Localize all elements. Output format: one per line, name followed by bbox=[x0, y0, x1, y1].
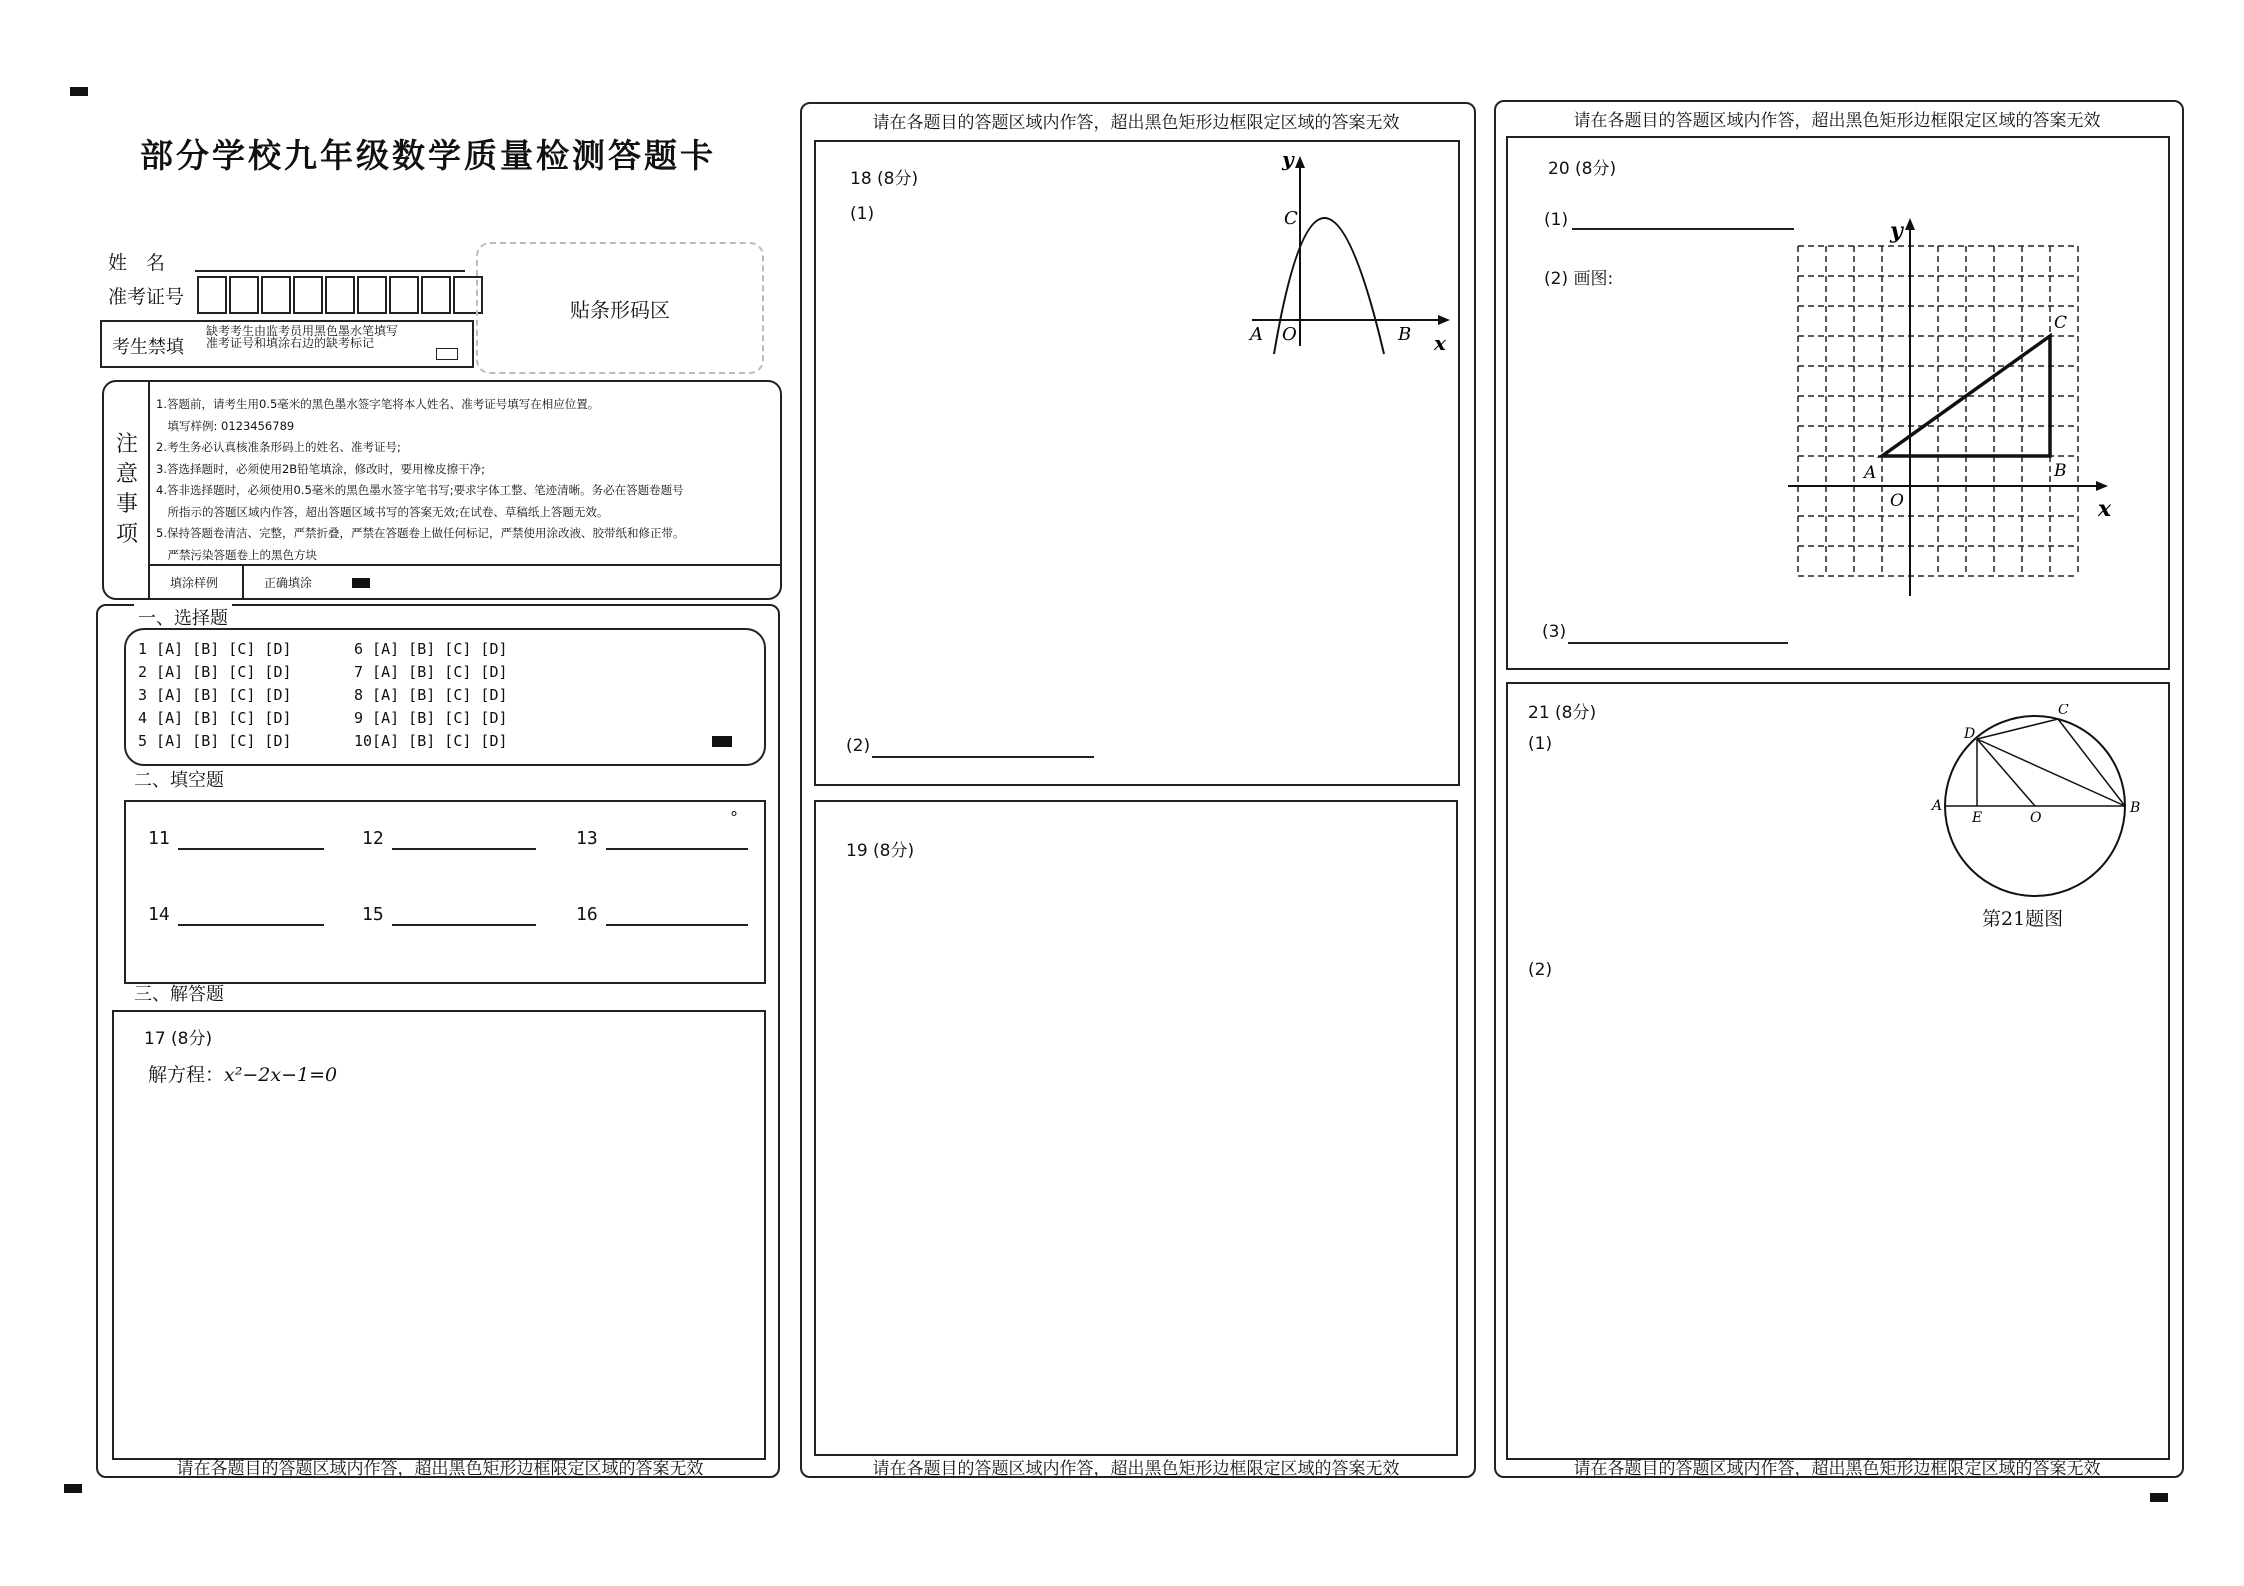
q20-label: 20 (8分) bbox=[1548, 159, 1617, 179]
fill-sample-label: 填涂样例 bbox=[170, 576, 219, 590]
name-field[interactable] bbox=[195, 250, 465, 272]
q20-label-y: y bbox=[1890, 218, 1903, 244]
q21-segment-DO bbox=[1977, 739, 2035, 806]
q17-answer-box[interactable] bbox=[112, 1010, 766, 1460]
q20-part2: (2) 画图: bbox=[1544, 269, 1614, 289]
q20-label-O: O bbox=[1890, 491, 1904, 511]
mc-row[interactable]: 7 [A] [B] [C] [D] bbox=[354, 663, 508, 681]
q20-part1-line[interactable] bbox=[1572, 218, 1794, 230]
barcode-area bbox=[476, 242, 764, 374]
q21-segment-CB bbox=[2058, 719, 2125, 806]
section3-title: 三、解答题 bbox=[134, 984, 224, 1005]
name-label: 姓 名 bbox=[108, 252, 166, 274]
page-title: 部分学校九年级数学质量检测答题卡 bbox=[140, 136, 716, 175]
q19-answer-box[interactable] bbox=[814, 800, 1458, 1456]
mc-row[interactable]: 1 [A] [B] [C] [D] bbox=[138, 640, 292, 658]
id-boxes[interactable] bbox=[197, 276, 483, 314]
blank-label: 11 bbox=[148, 828, 170, 849]
q20-grid-figure bbox=[1778, 216, 2118, 616]
mc-row[interactable]: 6 [A] [B] [C] [D] bbox=[354, 640, 508, 658]
mc-box bbox=[124, 628, 766, 766]
id-box[interactable] bbox=[389, 276, 419, 314]
q21-label-E: E bbox=[1972, 810, 1983, 826]
q21-label-B: B bbox=[2130, 800, 2141, 816]
q18-label-B: B bbox=[1398, 324, 1412, 345]
q20-part1: (1) bbox=[1544, 210, 1569, 230]
q20-label-x: x bbox=[2098, 496, 2112, 522]
blank-label: 16 bbox=[576, 904, 598, 925]
mc-row[interactable]: 8 [A] [B] [C] [D] bbox=[354, 686, 508, 704]
blank-label: 15 bbox=[362, 904, 384, 925]
id-box[interactable] bbox=[357, 276, 387, 314]
mc-row[interactable]: 4 [A] [B] [C] [D] bbox=[138, 709, 292, 727]
q17-prompt-text: 解方程： bbox=[148, 1064, 225, 1086]
blank-line[interactable] bbox=[178, 910, 324, 926]
q20-label-A: A bbox=[1864, 463, 1877, 483]
q18-label-y: y bbox=[1282, 150, 1294, 171]
q21-answer-box[interactable] bbox=[1506, 682, 2170, 1460]
q21-label-O: O bbox=[2030, 810, 2042, 826]
fill-sample-divider bbox=[242, 566, 244, 600]
q18-x-arrow bbox=[1438, 315, 1450, 325]
blank-label: 13 bbox=[576, 828, 598, 849]
note-item: 1.答题前，请考生用0.5毫米的黑色墨水签字笔将本人姓名、准考证号填写在相应位置。 bbox=[156, 397, 600, 411]
q18-parabola-figure bbox=[1244, 150, 1458, 360]
section2-title: 二、填空题 bbox=[134, 770, 224, 791]
mc-row[interactable]: 5 [A] [B] [C] [D] bbox=[138, 732, 292, 750]
id-label: 准考证号 bbox=[108, 286, 185, 308]
q17-label: 17 (8分) bbox=[144, 1029, 213, 1049]
degree-mark: ° bbox=[730, 808, 738, 827]
q21-label-D: D bbox=[1964, 726, 1976, 742]
q19-label: 19 (8分) bbox=[846, 841, 915, 861]
q18-part2: (2) bbox=[846, 736, 871, 756]
q20-label-C: C bbox=[2054, 313, 2068, 333]
mc-black-mark bbox=[712, 736, 732, 747]
q20-y-arrow bbox=[1905, 218, 1915, 230]
note-item: 3.答选择题时，必须使用2B铅笔填涂，修改时，要用橡皮擦干净; bbox=[156, 461, 486, 476]
blank-line[interactable] bbox=[178, 834, 324, 850]
note-item: 所指示的答题区域内作答，超出答题区域书写的答案无效;在试卷、草稿纸上答题无效。 bbox=[156, 504, 609, 519]
id-box[interactable] bbox=[421, 276, 451, 314]
alignment-mark-bottom-left bbox=[64, 1484, 82, 1493]
q21-figure-caption: 第21题图 bbox=[1982, 908, 2064, 930]
q21-circle-figure bbox=[1918, 704, 2158, 904]
q21-segment-DB bbox=[1977, 739, 2125, 806]
warning-footer-col3: 请在各题目的答题区域内作答，超出黑色矩形边框限定区域的答案无效 bbox=[1573, 1459, 2101, 1479]
notes-box bbox=[102, 380, 782, 600]
q18-label: 18 (8分) bbox=[850, 169, 919, 189]
notes-heading: 注意事项 bbox=[115, 432, 138, 547]
q20-part3: (3) bbox=[1542, 622, 1567, 642]
alignment-mark-bottom-right bbox=[2150, 1493, 2168, 1502]
blank-line[interactable] bbox=[606, 834, 748, 850]
section1-title: 一、选择题 bbox=[134, 604, 232, 630]
notes-list bbox=[156, 394, 684, 566]
q20-answer-box[interactable] bbox=[1506, 136, 2170, 670]
q20-x-arrow bbox=[2096, 481, 2108, 491]
q18-label-C: C bbox=[1284, 208, 1298, 229]
q20-label-B: B bbox=[2054, 461, 2067, 481]
note-item: 4.答非选择题时，必须使用0.5毫米的黑色墨水签字笔书写;要求字体工整、笔迹清晰。务必在答题卷题号 bbox=[156, 483, 684, 497]
note-item: 2.考生务必认真核准条形码上的姓名、准考证号; bbox=[156, 440, 401, 454]
absent-note: 缺考考生由监考员用黑色墨水笔填写准考证号和填涂右边的缺考标记 bbox=[206, 324, 399, 350]
q18-answer-box[interactable] bbox=[814, 140, 1460, 786]
fill-correct-sample bbox=[352, 578, 370, 588]
id-box[interactable] bbox=[229, 276, 259, 314]
note-item: 5.保持答题卷清洁、完整，严禁折叠，严禁在答题卷上做任何标记，严禁使用涂改液、胶带纸和修正带。 bbox=[156, 526, 685, 540]
id-box[interactable] bbox=[197, 276, 227, 314]
q21-label-C: C bbox=[2058, 704, 2069, 718]
id-box[interactable] bbox=[293, 276, 323, 314]
mc-row[interactable]: 2 [A] [B] [C] [D] bbox=[138, 663, 292, 681]
warning-footer-col1: 请在各题目的答题区域内作答，超出黑色矩形边框限定区域的答案无效 bbox=[176, 1459, 704, 1479]
note-item: 填写样例: 0123456789 bbox=[156, 418, 295, 433]
q18-y-arrow bbox=[1295, 156, 1305, 168]
q21-label-A: A bbox=[1932, 798, 1943, 814]
q17-equation: x²−2x−1=0 bbox=[224, 1064, 338, 1086]
mc-row[interactable]: 10[A] [B] [C] [D] bbox=[354, 732, 508, 750]
warning-footer-col2: 请在各题目的答题区域内作答，超出黑色矩形边框限定区域的答案无效 bbox=[872, 1459, 1400, 1479]
q18-label-A: A bbox=[1250, 324, 1263, 345]
absent-mark-checkbox[interactable] bbox=[436, 348, 458, 360]
mc-row[interactable]: 9 [A] [B] [C] [D] bbox=[354, 709, 508, 727]
mc-row[interactable]: 3 [A] [B] [C] [D] bbox=[138, 686, 292, 704]
blank-label: 12 bbox=[362, 828, 384, 849]
id-box[interactable] bbox=[325, 276, 355, 314]
q18-part2-line[interactable] bbox=[872, 746, 1094, 758]
q21-label: 21 (8分) bbox=[1528, 703, 1597, 723]
absent-box bbox=[100, 320, 474, 368]
q20-dashed-grid bbox=[1798, 246, 2078, 576]
fill-sample-row bbox=[148, 564, 780, 600]
q18-label-O: O bbox=[1282, 324, 1297, 345]
note-item: 严禁污染答题卷上的黑色方块 bbox=[156, 547, 317, 562]
barcode-label: 贴条形码区 bbox=[570, 298, 670, 322]
q21-part1: (1) bbox=[1528, 734, 1553, 754]
warning-header-col3: 请在各题目的答题区域内作答，超出黑色矩形边框限定区域的答案无效 bbox=[1573, 111, 2101, 131]
blank-line[interactable] bbox=[392, 910, 536, 926]
warning-header-col2: 请在各题目的答题区域内作答，超出黑色矩形边框限定区域的答案无效 bbox=[872, 113, 1400, 133]
blank-line[interactable] bbox=[392, 834, 536, 850]
fill-blank-box bbox=[124, 800, 766, 984]
q18-label-x: x bbox=[1434, 331, 1446, 355]
blank-label: 14 bbox=[148, 904, 170, 925]
alignment-mark-top-left bbox=[70, 87, 88, 96]
fill-correct-label: 正确填涂 bbox=[264, 576, 313, 590]
q18-part1: (1) bbox=[850, 204, 875, 224]
q20-part3-line[interactable] bbox=[1568, 632, 1788, 644]
q17-prompt bbox=[148, 1060, 337, 1087]
id-box[interactable] bbox=[261, 276, 291, 314]
blank-line[interactable] bbox=[606, 910, 748, 926]
absent-label: 考生禁填 bbox=[112, 337, 184, 358]
q21-part2: (2) bbox=[1528, 960, 1553, 980]
